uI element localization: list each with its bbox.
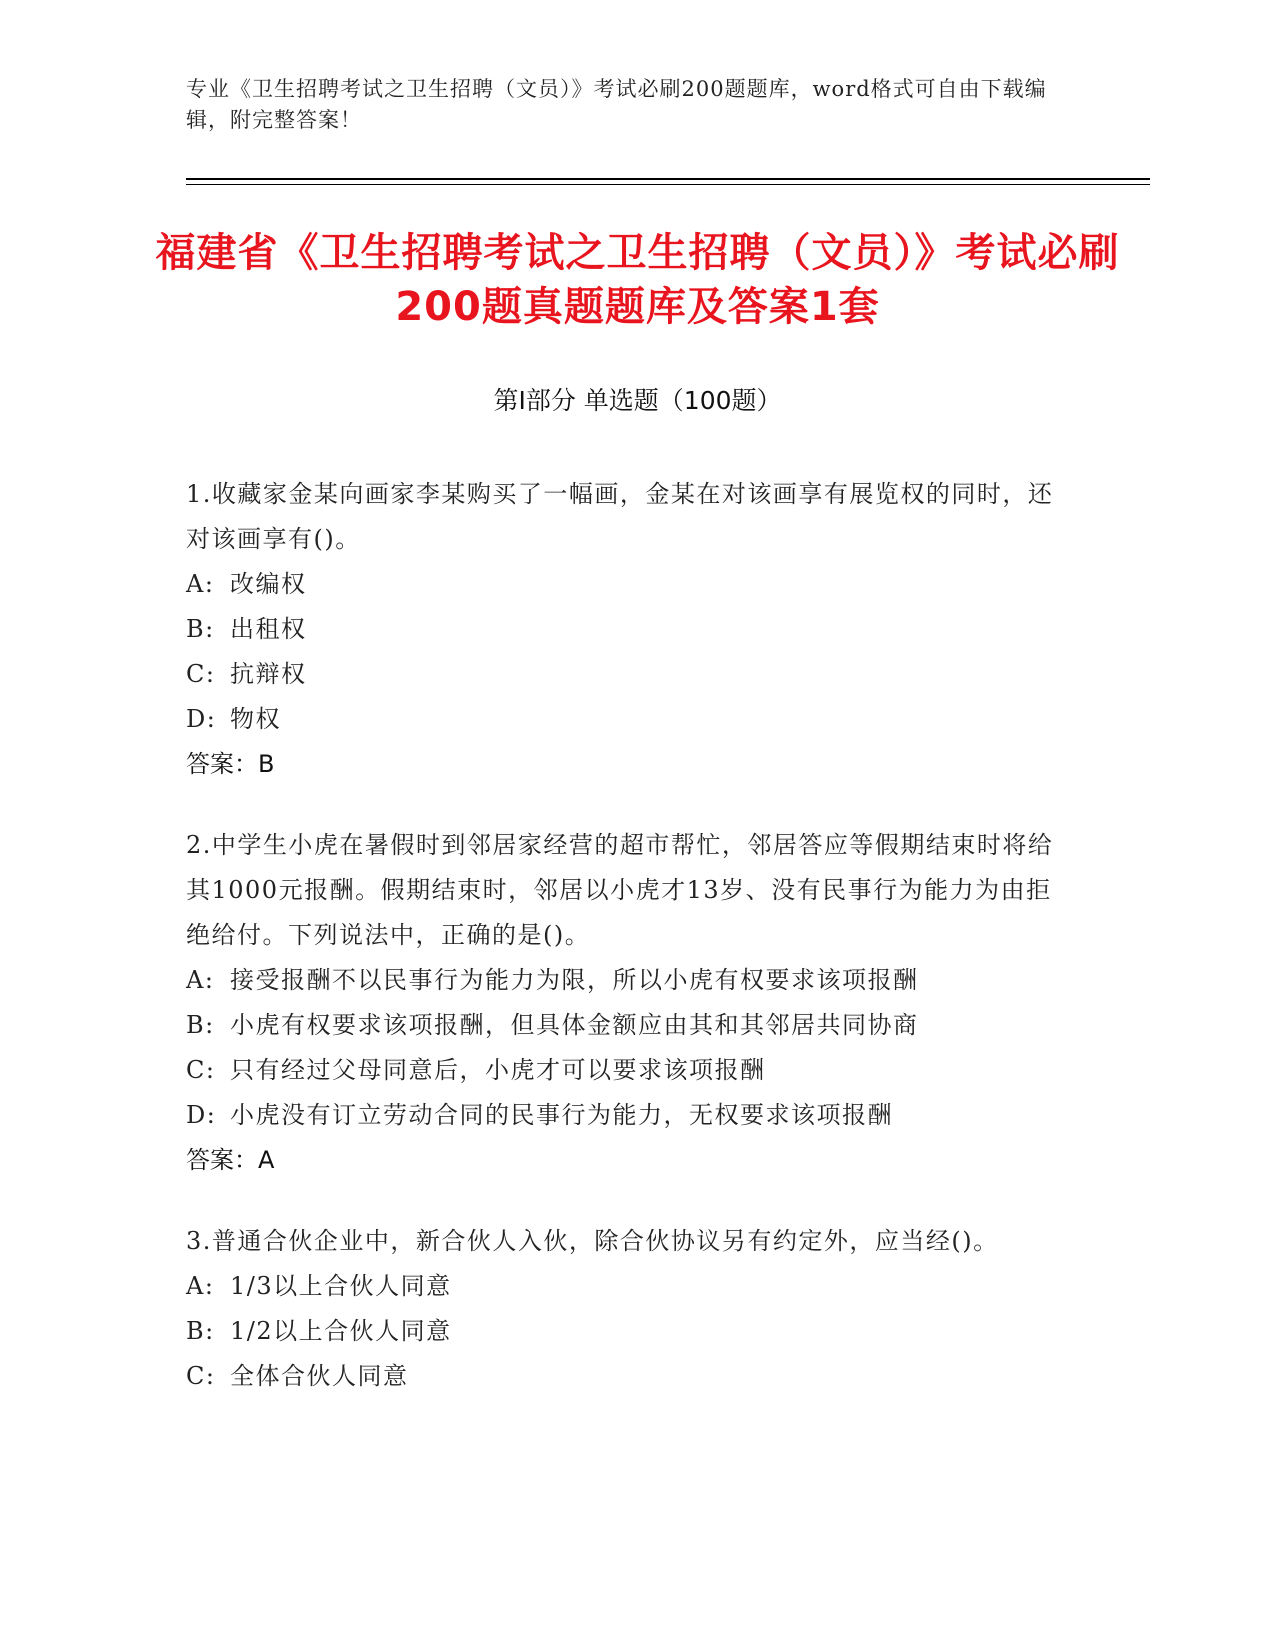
option-d — [186, 697, 1066, 742]
option-text: 1/3以上合伙人同意 — [230, 1272, 452, 1300]
question-stem: 2.中学生小虎在暑假时到邻居家经营的超市帮忙，邻居答应等假期结束时将给其1000元报酬。假期结束时，邻居以小虎才13岁、没有民事行为能力为由拒绝给付。下列说法中，正确的是()。 — [186, 831, 1054, 949]
header-rule-thin — [186, 184, 1150, 185]
header-rule-thick — [186, 178, 1150, 180]
question-stem: 3.普通合伙企业中，新合伙人入伙，除合伙协议另有约定外，应当经()。 — [186, 1227, 999, 1255]
option-c — [186, 1048, 1066, 1093]
option-text: 1/2以上合伙人同意 — [230, 1317, 452, 1345]
option-key: C: — [186, 1362, 216, 1390]
option-text: 小虎有权要求该项报酬，但具体金额应由其和其邻居共同协商 — [230, 1011, 919, 1039]
question-list — [186, 472, 1066, 1435]
question-3 — [186, 1219, 1066, 1399]
option-key: B: — [186, 615, 215, 643]
option-text: 小虎没有订立劳动合同的民事行为能力，无权要求该项报酬 — [230, 1101, 893, 1129]
answer-line: 答案：B — [186, 750, 275, 778]
option-key: D: — [186, 1101, 217, 1129]
option-key: C: — [186, 660, 216, 688]
option-key: B: — [186, 1317, 215, 1345]
option-b — [186, 607, 1066, 652]
question-stem: 1.收藏家金某向画家李某购买了一幅画，金某在对该画享有展览权的同时，还对该画享有()。 — [186, 480, 1054, 553]
option-key: C: — [186, 1056, 216, 1084]
question-2 — [186, 823, 1066, 1183]
answer-line: 答案：A — [186, 1146, 275, 1174]
option-b — [186, 1003, 1066, 1048]
option-key: D: — [186, 705, 217, 733]
option-text: 改编权 — [230, 570, 307, 598]
option-text: 只有经过父母同意后，小虎才可以要求该项报酬 — [230, 1056, 766, 1084]
option-a — [186, 1264, 1066, 1309]
option-c — [186, 652, 1066, 697]
option-b — [186, 1309, 1066, 1354]
option-a — [186, 562, 1066, 607]
question-1 — [186, 472, 1066, 787]
option-key: A: — [186, 1272, 215, 1300]
section-title: 第Ⅰ部分 单选题（100题） — [493, 386, 782, 415]
option-d — [186, 1093, 1066, 1138]
option-text: 物权 — [230, 705, 281, 733]
option-text: 接受报酬不以民事行为能力为限，所以小虎有权要求该项报酬 — [230, 966, 919, 994]
document-title: 福建省《卫生招聘考试之卫生招聘（文员）》考试必刷200题真题题库及答案1套 — [155, 230, 1120, 330]
option-key: B: — [186, 1011, 215, 1039]
option-c — [186, 1354, 1066, 1399]
option-text: 全体合伙人同意 — [230, 1362, 409, 1390]
option-text: 出租权 — [230, 615, 307, 643]
option-a — [186, 958, 1066, 1003]
option-key: A: — [186, 570, 215, 598]
header-note: 专业《卫生招聘考试之卫生招聘（文员）》考试必刷200题题库，word格式可自由下载编辑，附完整答案！ — [186, 77, 1047, 132]
option-key: A: — [186, 966, 215, 994]
option-text: 抗辩权 — [230, 660, 307, 688]
